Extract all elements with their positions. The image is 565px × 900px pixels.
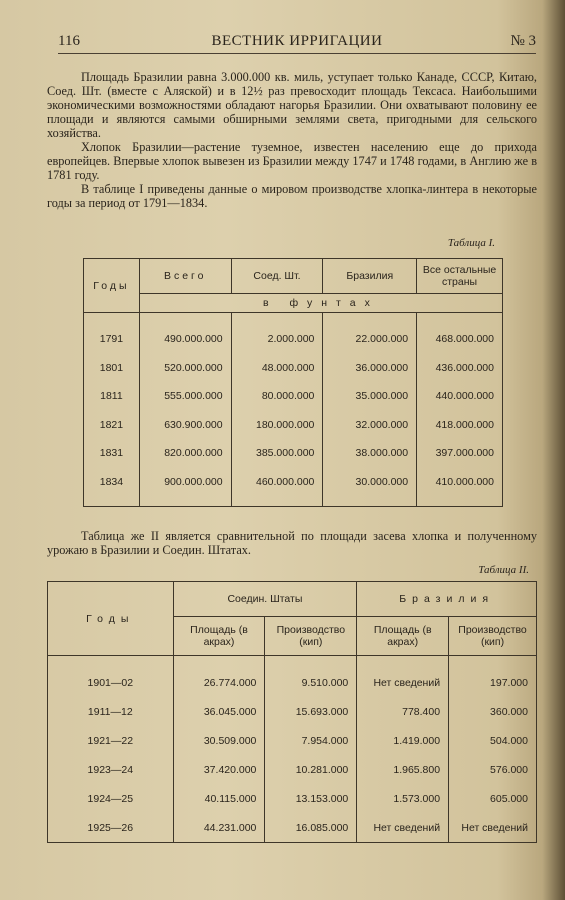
journal-title: ВЕСТНИК ИРРИГАЦИИ bbox=[211, 33, 383, 49]
table-cell: 504.000 bbox=[449, 726, 537, 755]
table-cell-year: 1811 bbox=[84, 382, 140, 411]
table-cell: 605.000 bbox=[449, 784, 537, 813]
table-cell: 37.420.000 bbox=[173, 755, 265, 784]
table2-header-years: Годы bbox=[48, 582, 174, 656]
table1-header-usa: Соед. Шт. bbox=[231, 259, 323, 294]
table-row bbox=[84, 439, 503, 468]
table-cell: 44.231.000 bbox=[173, 813, 265, 843]
table-cell-year: 1831 bbox=[84, 439, 140, 468]
table-cell-year: 1911—12 bbox=[48, 697, 174, 726]
table-cell: 1.573.000 bbox=[357, 784, 449, 813]
table-row bbox=[84, 411, 503, 440]
table2-header-brazil: Бразилия bbox=[357, 582, 537, 617]
table-cell: Нет сведений bbox=[449, 813, 537, 843]
table-cell: 555.000.000 bbox=[139, 382, 231, 411]
table-cell: 410.000.000 bbox=[417, 468, 503, 507]
table2-caption: Таблица II. bbox=[478, 564, 529, 576]
table-row bbox=[48, 784, 537, 813]
table-cell: 30.509.000 bbox=[173, 726, 265, 755]
table-cell: 26.774.000 bbox=[173, 656, 265, 698]
table-cell: 48.000.000 bbox=[231, 354, 323, 383]
table-cell: 630.900.000 bbox=[139, 411, 231, 440]
table-cell: 490.000.000 bbox=[139, 313, 231, 354]
table1-header-other: Все остальные страны bbox=[417, 259, 503, 294]
table1-header-years: Годы bbox=[84, 259, 140, 313]
table-row bbox=[48, 755, 537, 784]
table-cell-year: 1801 bbox=[84, 354, 140, 383]
table-cell: 16.085.000 bbox=[265, 813, 357, 843]
table-cell-year: 1791 bbox=[84, 313, 140, 354]
table2-subheader-usa-production: Производство (кип) bbox=[265, 617, 357, 656]
table-row bbox=[84, 468, 503, 507]
table1 bbox=[83, 258, 503, 507]
table-cell: 15.693.000 bbox=[265, 697, 357, 726]
table-cell-year: 1921—22 bbox=[48, 726, 174, 755]
table2-header-usa: Соедин. Штаты bbox=[173, 582, 357, 617]
table-cell: 30.000.000 bbox=[323, 468, 417, 507]
table-cell: 13.153.000 bbox=[265, 784, 357, 813]
table-cell: 1.965.800 bbox=[357, 755, 449, 784]
table2-subheader-brazil-production: Производство (кип) bbox=[449, 617, 537, 656]
table-cell: 197.000 bbox=[449, 656, 537, 698]
table-cell: 40.115.000 bbox=[173, 784, 265, 813]
table-cell: 1.419.000 bbox=[357, 726, 449, 755]
table1-header-brazil: Бразилия bbox=[323, 259, 417, 294]
table-cell: 2.000.000 bbox=[231, 313, 323, 354]
table1-caption: Таблица I. bbox=[447, 237, 495, 249]
table-cell: 778.400 bbox=[357, 697, 449, 726]
table-cell: 36.000.000 bbox=[323, 354, 417, 383]
table-row bbox=[84, 382, 503, 411]
page-number: 116 bbox=[58, 33, 80, 49]
table-row bbox=[84, 354, 503, 383]
issue-number: № 3 bbox=[510, 33, 536, 49]
paragraph: Таблица же II является сравнительной по площади засева хлопка и полученному урожаю в Бразилии и Соедин. Штатах. bbox=[47, 529, 537, 557]
table-cell: 900.000.000 bbox=[139, 468, 231, 507]
table-cell: 440.000.000 bbox=[417, 382, 503, 411]
table-cell: 22.000.000 bbox=[323, 313, 417, 354]
table-cell: 38.000.000 bbox=[323, 439, 417, 468]
table-cell: Нет сведений bbox=[357, 656, 449, 698]
table-row bbox=[48, 697, 537, 726]
table-cell-year: 1834 bbox=[84, 468, 140, 507]
table-cell: 576.000 bbox=[449, 755, 537, 784]
table-cell-year: 1924—25 bbox=[48, 784, 174, 813]
table2-subheader-brazil-area: Площадь (в акрах) bbox=[357, 617, 449, 656]
table-cell-year: 1925—26 bbox=[48, 813, 174, 843]
table-cell: 820.000.000 bbox=[139, 439, 231, 468]
table-cell: 360.000 bbox=[449, 697, 537, 726]
table2-subheader-usa-area: Площадь (в акрах) bbox=[173, 617, 265, 656]
paragraph: Площадь Бразилии равна 3.000.000 кв. миль, уступает только Канаде, СССР, Китаю, Соед. Шт. (вместе с Аляской) и в 12½ раз превосходит площадь Тексаса. Наибольшими экономическими возможностями обладают нагорья Бразилии. Они охватывают половину ее площади и являются самыми обширными землями света, пригодными для сельского хозяйства. bbox=[47, 70, 537, 140]
table-cell: 32.000.000 bbox=[323, 411, 417, 440]
table-cell: 36.045.000 bbox=[173, 697, 265, 726]
table-cell: 180.000.000 bbox=[231, 411, 323, 440]
table1-units: в фунтах bbox=[139, 294, 502, 313]
table-row bbox=[84, 313, 503, 354]
paragraph: В таблице I приведены данные о мировом производстве хлопка-линтера в некоторые годы за период от 1791—1834. bbox=[47, 182, 537, 210]
table-cell: 397.000.000 bbox=[417, 439, 503, 468]
body-text-top bbox=[47, 70, 537, 210]
table-row bbox=[48, 726, 537, 755]
table2 bbox=[47, 581, 537, 843]
table-row bbox=[48, 813, 537, 843]
table-cell: 385.000.000 bbox=[231, 439, 323, 468]
table-cell: 520.000.000 bbox=[139, 354, 231, 383]
table-cell-year: 1821 bbox=[84, 411, 140, 440]
table-cell-year: 1923—24 bbox=[48, 755, 174, 784]
table-cell: 10.281.000 bbox=[265, 755, 357, 784]
table-row bbox=[48, 656, 537, 698]
table-cell-year: 1901—02 bbox=[48, 656, 174, 698]
table-cell: 436.000.000 bbox=[417, 354, 503, 383]
table1-header-total: Всего bbox=[139, 259, 231, 294]
table-cell: 9.510.000 bbox=[265, 656, 357, 698]
table-cell: 35.000.000 bbox=[323, 382, 417, 411]
body-text-middle bbox=[47, 529, 537, 557]
table-cell: 460.000.000 bbox=[231, 468, 323, 507]
table-cell: 468.000.000 bbox=[417, 313, 503, 354]
table-cell: Нет сведений bbox=[357, 813, 449, 843]
table-cell: 80.000.000 bbox=[231, 382, 323, 411]
table-cell: 418.000.000 bbox=[417, 411, 503, 440]
table-cell: 7.954.000 bbox=[265, 726, 357, 755]
paragraph: Хлопок Бразилии—растение туземное, известен населению еще до прихода европейцев. Впервые хлопок вывезен из Бразилии между 1747 и 1748 годами, в Англию же в 1781 году. bbox=[47, 140, 537, 182]
page-header bbox=[58, 33, 536, 54]
